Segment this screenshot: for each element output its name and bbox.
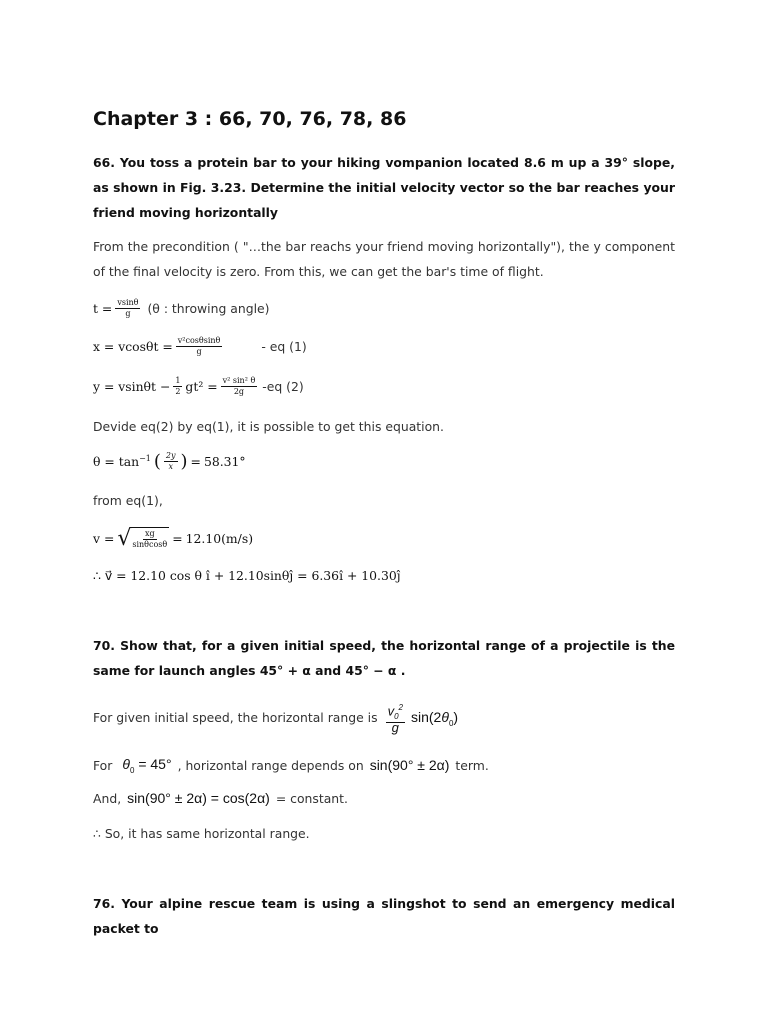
and-statement: And, sin(90° ± 2α) = cos(2α) = constant. xyxy=(93,790,348,806)
for-prefix: For xyxy=(93,757,113,773)
chapter-title: Chapter 3 : 66, 70, 76, 78, 86 xyxy=(93,108,407,130)
v-result: 12.10(m/s) xyxy=(185,531,254,546)
q70-conclusion: ∴ So, it has same horizontal range. xyxy=(93,826,310,841)
and-suffix: = constant. xyxy=(275,790,348,806)
equation-1: x = vcosθt = $\frac{\text{v²cosθsinθ}}{g}$ - eq (1) xyxy=(93,336,307,356)
divide-statement: Devide eq(2) by eq(1), it is possible to get this equation. xyxy=(93,419,444,434)
range-formula-fraction: $\frac{v_0^2}{g}$ xyxy=(387,703,403,735)
equation-t-note: (θ : throwing angle) xyxy=(147,301,270,316)
equation-t: t = $\frac{vsin\theta}{g}$ (θ : throwing angle) xyxy=(93,298,270,318)
range-statement xyxy=(93,703,458,733)
equation-2: y = vsinθt − $\frac{1}{2}$ gt² = $\frac{\text{v² sin² θ}}{2g}$ -eq (2) xyxy=(93,376,304,396)
for-mid: , horizontal range depends on xyxy=(177,757,364,773)
final-velocity-vector: ∴ v⃗ = 12.10 cos θ î + 12.10sinθĵ = 6.36î + 10.30ĵ xyxy=(93,568,401,583)
equation-1-label: - eq (1) xyxy=(261,339,307,354)
range-intro: For given initial speed, the horizontal range is xyxy=(93,710,378,726)
for-theta-statement: For $\theta_0 = 45^\circ$ , horizontal range depends on sin(90° ± 2α) term. xyxy=(93,756,489,775)
range-formula-sin: $\sin(2\theta_0)$ xyxy=(410,708,459,728)
equation-2-label: -eq (2) xyxy=(262,379,304,394)
q66-intro: From the precondition ( "…the bar reachs your friend moving horizontally"), the y component of the final velocity is zero. From this, we can get the bar's time of flight. xyxy=(93,239,675,279)
equation-v: v = √ $\frac{xg}{\sin\theta\cos\theta}$ = 12.10(m/s) xyxy=(93,525,254,551)
question-76: 76. Your alpine rescue team is using a slingshot to send an emergency medical packet to xyxy=(93,896,675,936)
question-66: 66. You toss a protein bar to your hiking vompanion located 8.6 m up a 39° slope, as shown in Fig. 3.23. Determine the initial velocity vector so the bar reaches your friend moving horizontally xyxy=(93,155,675,220)
from-eq1: from eq(1), xyxy=(93,493,163,508)
and-prefix: And, xyxy=(93,790,122,806)
for-suffix: term. xyxy=(455,757,489,773)
theta-result: 58.31° xyxy=(203,454,246,469)
question-70: 70. Show that, for a given initial speed, the horizontal range of a projectile is the same for launch angles 45° + α and 45° − α . xyxy=(93,638,675,678)
equation-theta: $\theta = \tan^{-1}$ ( $\frac{2y}{x}$ ) = 58.31° xyxy=(93,451,246,472)
